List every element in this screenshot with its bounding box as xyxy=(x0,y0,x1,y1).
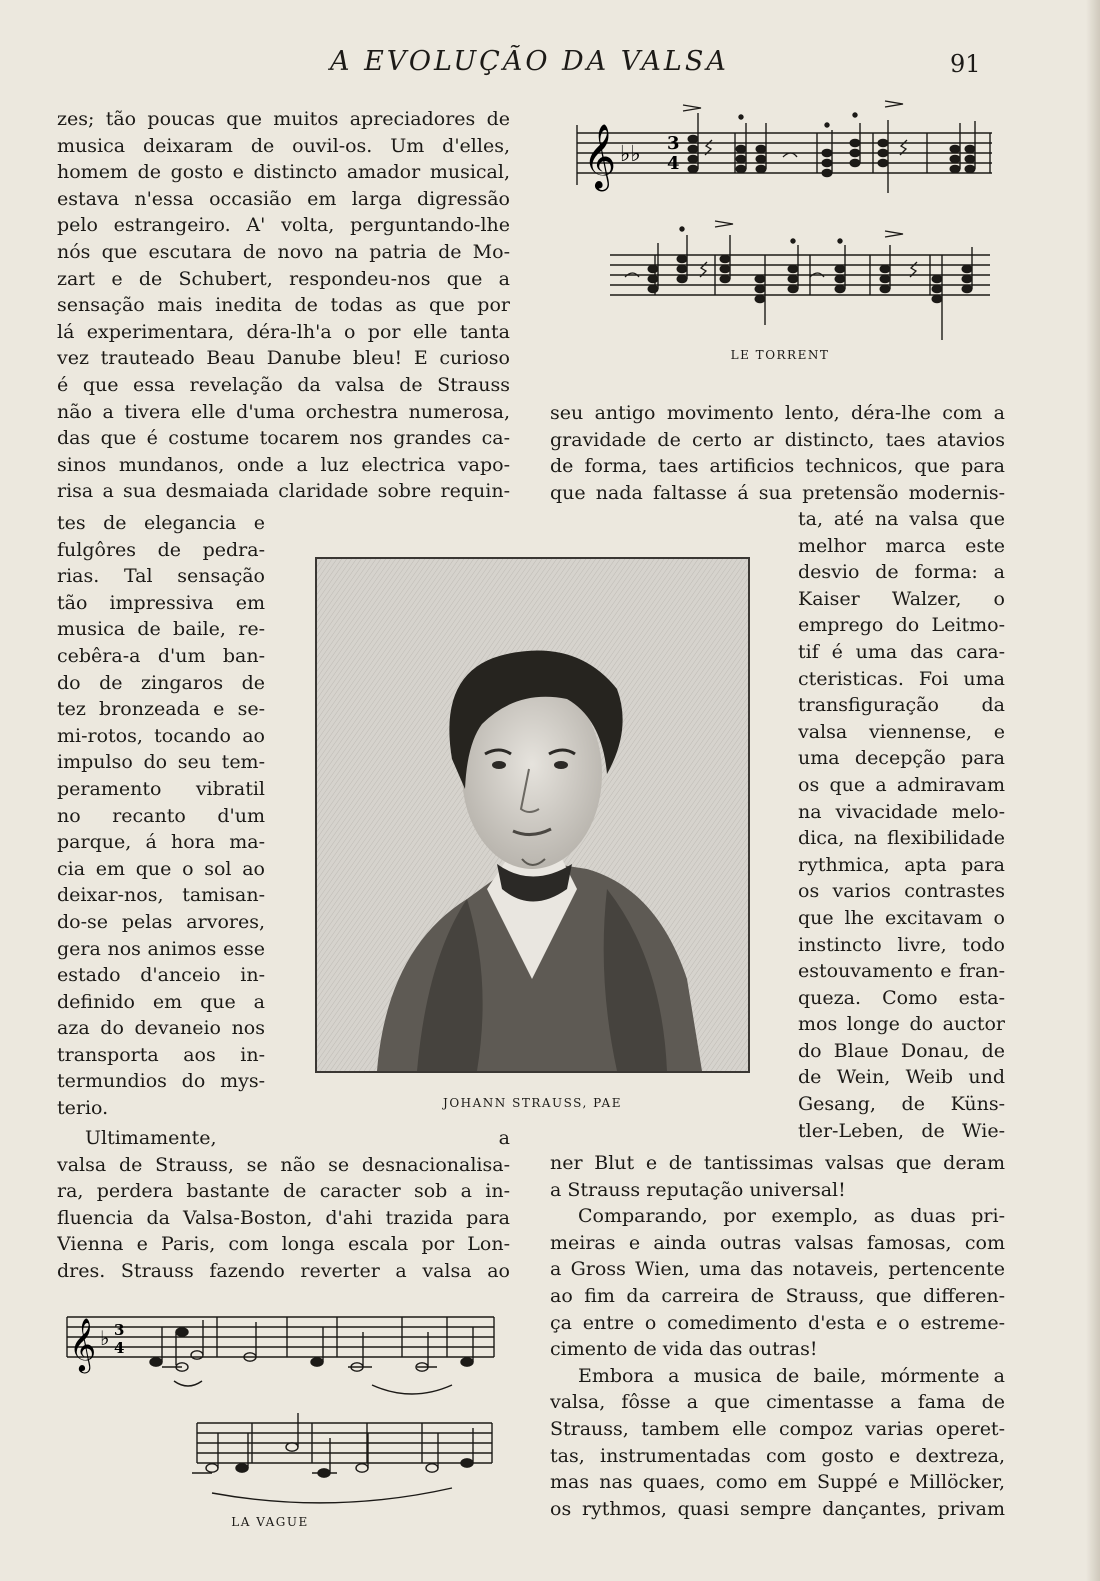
text-line: tes de elegancia e xyxy=(57,512,265,534)
text-line: que nada faltasse á sua pretensão modernis- xyxy=(550,481,1005,504)
column-2-narrow xyxy=(798,506,1005,1144)
text-line: das que é costume tocarem nos grandes ca- xyxy=(57,427,510,450)
text-line: do-se pelas arvores, xyxy=(57,910,265,933)
text-line: dica, na flexibilidade xyxy=(798,827,1005,850)
caption-le-torrent: LE TORRENT xyxy=(730,348,830,362)
svg-text:3: 3 xyxy=(114,1321,125,1339)
text-line: cebêra-a d'um ban- xyxy=(57,644,265,667)
text-line: ao fim da carreira de Strauss, que differen- xyxy=(550,1284,1005,1307)
text-line: fluencia da Valsa-Boston, d'ahi trazida para xyxy=(57,1206,510,1229)
text-line: não a tivera elle d'uma orchestra numerosa, xyxy=(57,400,510,423)
svg-text:4: 4 xyxy=(667,153,680,174)
text-line: tão impressiva em xyxy=(57,591,265,614)
text-line: os rythmos, quasi sempre dançantes, privam xyxy=(550,1497,1005,1520)
text-line: definido em que a xyxy=(57,990,265,1013)
column-2-bottom xyxy=(550,1150,1005,1522)
text-line: do Blaue Donau, de xyxy=(798,1039,1005,1062)
portrait-johann-strauss-pae xyxy=(315,557,750,1073)
text-line: a Strauss reputação universal! xyxy=(550,1178,846,1201)
music-staff-notation-icon xyxy=(565,95,995,350)
svg-text:♭♭: ♭♭ xyxy=(620,142,641,167)
text-line: Kaiser Walzer, o xyxy=(798,587,1005,610)
engraved-portrait-icon xyxy=(317,559,748,1071)
text-line: ra, perdera bastante de caracter sob a in- xyxy=(57,1180,510,1203)
text-line: Vienna e Paris, com longa escala por Lon- xyxy=(57,1233,510,1256)
text-line: zart e de Schubert, respondeu-nos que a xyxy=(57,267,510,290)
text-line: meiras e ainda outras valsas famosas, com xyxy=(550,1231,1005,1254)
text-line: ta, até na valsa que xyxy=(798,508,1005,530)
text-line: cteristicas. Foi uma xyxy=(798,667,1005,690)
text-line: sinos mundanos, onde a luz electrica vapo- xyxy=(57,453,510,476)
svg-text:♭: ♭ xyxy=(100,1326,110,1350)
text-line: lá experimentara, déra-lh'a o por elle tanta xyxy=(57,320,510,343)
text-line: transporta aos in- xyxy=(57,1043,265,1066)
text-line: parque, á hora ma- xyxy=(57,831,265,854)
score-le-torrent xyxy=(565,95,995,350)
text-line: estouvamento e fran- xyxy=(798,960,1005,983)
text-line: melhor marca este xyxy=(798,534,1005,557)
page-edge-shadow xyxy=(1086,0,1100,1581)
text-line: estado d'anceio in- xyxy=(57,964,265,987)
score-la-vague xyxy=(62,1305,502,1510)
svg-text:𝄞: 𝄞 xyxy=(583,124,617,189)
text-line: pelo estrangeiro. A' volta, perguntando-lhe xyxy=(57,214,510,237)
text-line: tif é uma das cara- xyxy=(798,640,1005,663)
running-title: A EVOLUÇÃO DA VALSA xyxy=(330,46,729,77)
text-line: deixar-nos, tamisan- xyxy=(57,884,265,907)
text-line: emprego do Leitmo- xyxy=(798,614,1005,637)
text-line: no recanto d'um xyxy=(57,804,265,827)
text-line: queza. Como esta- xyxy=(798,986,1005,1009)
column-2-top xyxy=(550,400,1005,506)
text-line: Ultimamente, a xyxy=(85,1127,510,1149)
page-number: 91 xyxy=(950,50,981,78)
text-line: cimento de vida das outras! xyxy=(550,1338,818,1361)
text-line: gravidade de certo ar distincto, taes atavios xyxy=(550,428,1005,451)
column-1-narrow xyxy=(57,510,265,1122)
text-line: desvio de forma: a xyxy=(798,561,1005,584)
text-line: homem de gosto e distincto amador musical, xyxy=(57,161,510,184)
text-line: valsa, fôsse a que cimentasse a fama de xyxy=(550,1391,1005,1414)
text-line: musica de baile, re- xyxy=(57,618,265,641)
text-line: ner Blut e de tantissimas valsas que deram xyxy=(550,1152,1005,1174)
text-line: rythmica, apta para xyxy=(798,853,1005,876)
column-1-top xyxy=(57,106,510,505)
text-line: estava n'essa occasião em larga digressão xyxy=(57,187,510,210)
text-line: aza do devaneio nos xyxy=(57,1017,265,1040)
text-line: é que essa revelação da valsa de Strauss xyxy=(57,373,510,396)
text-line: fulgôres de pedra- xyxy=(57,538,265,561)
text-line: impulso do seu tem- xyxy=(57,751,265,774)
text-line: mas nas quaes, como em Suppé e Millöcker, xyxy=(550,1471,1005,1494)
text-line: peramento vibratil xyxy=(57,777,265,800)
text-line: tas, instrumentadas com gosto e dextreza, xyxy=(550,1444,1005,1467)
caption-la-vague: LA VAGUE xyxy=(231,1515,309,1529)
text-line: risa a sua desmaiada claridade sobre requin- xyxy=(57,480,510,503)
text-line: zes; tão poucas que muitos apreciadores de xyxy=(57,108,510,130)
text-line: Embora a musica de baile, mórmente a xyxy=(578,1364,1005,1387)
text-line: seu antigo movimento lento, déra-lhe com a xyxy=(550,402,1005,424)
text-line: de forma, taes artificios technicos, que para xyxy=(550,455,1005,478)
text-line: Gesang, de Küns- xyxy=(798,1093,1005,1116)
text-line: os varios contrastes xyxy=(798,880,1005,903)
music-staff-notation-icon xyxy=(62,1305,502,1510)
text-line: tler-Leben, de Wie- xyxy=(798,1119,1005,1142)
column-1-bottom xyxy=(57,1125,510,1285)
text-line: ça entre o comedimento d'esta e o estreme- xyxy=(550,1311,1005,1334)
text-line: na vivacidade melo- xyxy=(798,800,1005,823)
svg-text:𝄞: 𝄞 xyxy=(69,1317,97,1371)
text-line: que lhe excitavam o xyxy=(798,906,1005,929)
text-line: do de zingaros de xyxy=(57,671,265,694)
text-line: musica deixaram de ouvil-os. Um d'elles, xyxy=(57,134,510,157)
text-line: cia em que o sol ao xyxy=(57,857,265,880)
text-line: Strauss, tambem elle compoz varias operet- xyxy=(550,1417,1005,1440)
text-line: tez bronzeada e se- xyxy=(57,698,265,721)
text-line: transfiguração da xyxy=(798,694,1005,717)
text-line: terio. xyxy=(57,1097,109,1120)
text-line: nós que escutara de novo na patria de Mo- xyxy=(57,240,510,263)
text-line: Comparando, por exemplo, as duas pri- xyxy=(578,1205,1005,1228)
svg-text:3: 3 xyxy=(667,133,680,154)
text-line: mi-rotos, tocando ao xyxy=(57,724,265,747)
text-line: uma decepção para xyxy=(798,747,1005,770)
text-line: vez trauteado Beau Danube bleu! E curioso xyxy=(57,347,510,370)
text-line: instincto livre, todo xyxy=(798,933,1005,956)
text-line: a Gross Wien, uma das notaveis, pertencente xyxy=(550,1258,1005,1281)
caption-portrait: JOHANN STRAUSS, PAE xyxy=(443,1096,622,1110)
text-line: sensação mais inedita de todas as que por xyxy=(57,294,510,317)
text-line: valsa de Strauss, se não se desnacionalisa- xyxy=(57,1153,510,1176)
text-line: de Wein, Weib und xyxy=(798,1066,1005,1089)
text-line: mos longe do auctor xyxy=(798,1013,1005,1036)
svg-text:4: 4 xyxy=(114,1339,125,1357)
text-line: os que a admiravam xyxy=(798,773,1005,796)
text-line: dres. Strauss fazendo reverter a valsa ao xyxy=(57,1259,510,1282)
text-line: rias. Tal sensação xyxy=(57,565,265,588)
text-line: gera nos animos esse xyxy=(57,937,265,960)
text-line: valsa viennense, e xyxy=(798,720,1005,743)
text-line: termundios do mys- xyxy=(57,1070,265,1093)
